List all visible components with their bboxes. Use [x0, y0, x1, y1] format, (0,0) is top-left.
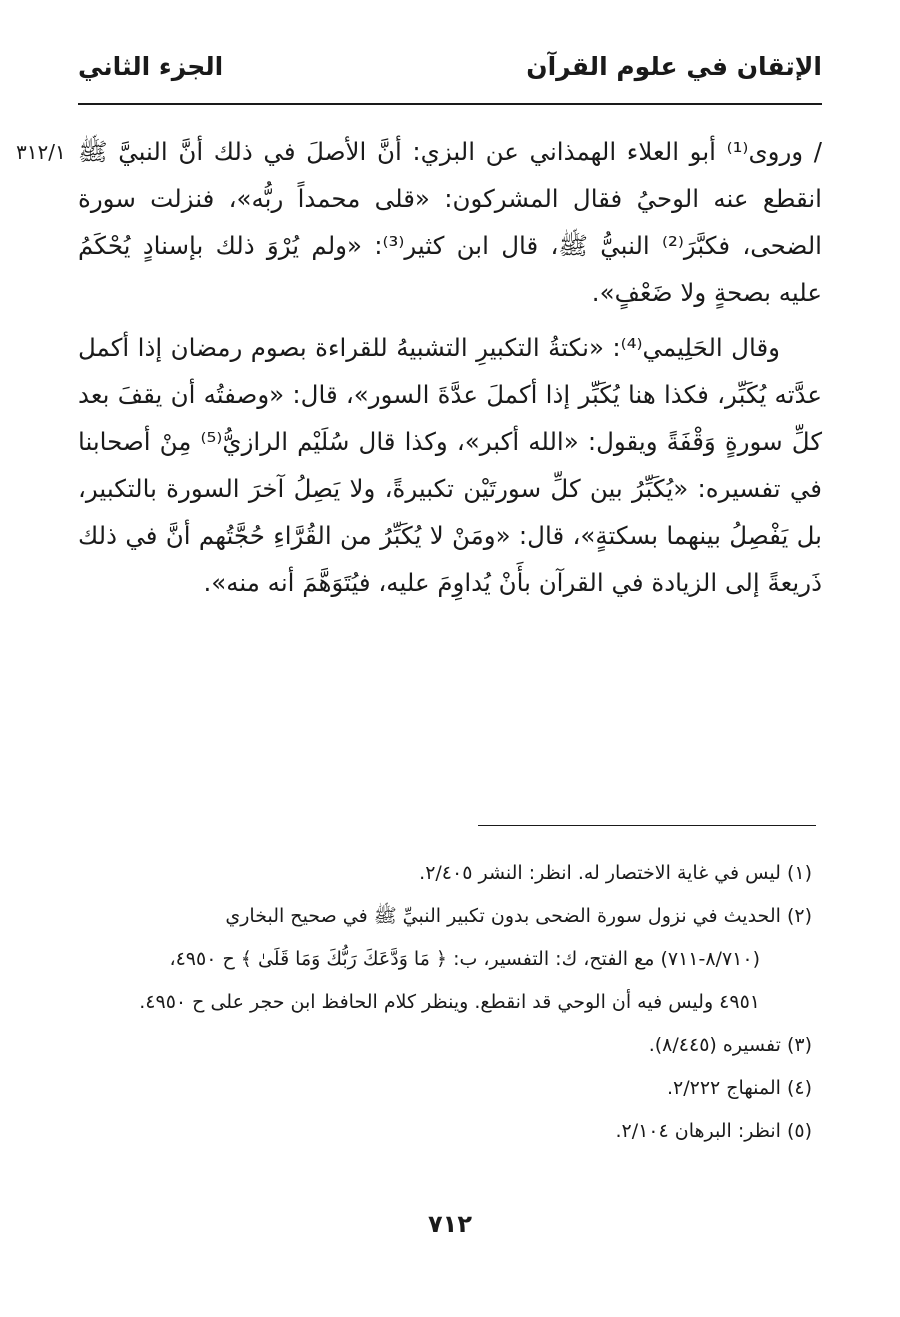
- paragraph-2: وقال الحَلِيمي⁽⁴⁾: «نكتةُ التكبيرِ التشبيهُ للقراءة بصوم رمضان إذا أكمل عدَّته يُكَبِّر، فكذا هنا يُكَبِّر إذا أكملَ عدَّةَ السور»، قال: «وصفتُه أن يقفَ بعد كلِّ سورةٍ وَقْفَةً ويقول: «الله أكبر»، وكذا قال سُلَيْم الرازيُّ⁽⁵⁾ مِنْ أصحابنا في تفسيره: «يُكَبِّرُ بين كلِّ سورتَيْن تكبيرةً، ولا يَصِلُ آخرَ السورة بالتكبير، بل يَفْصِلُ بينهما بسكتةٍ»، قال: «ومَنْ لا يُكَبِّرُ من القُرَّاءِ حُجَّتُهم أنَّ في ذلك ذَريعةً إلى الزيادة في القرآن بأَنْ يُداوِمَ عليه، فيُتَوَهَّمَ أنه منه».: [78, 333, 822, 597]
- footnote-2-continuation: ٤٩٥١ وليس فيه أن الوحي قد انقطع. وينظر كلام الحافظ ابن حجر على ح ٤٩٥٠.: [139, 991, 760, 1013]
- book-title: الإتقان في علوم القرآن: [526, 52, 822, 81]
- footnote-text: المنهاج ٢/٢٢٢.: [666, 1077, 781, 1099]
- footnote-text: انظر: البرهان ٢/١٠٤.: [615, 1120, 781, 1142]
- footnote-text: تفسيره (٨/٤٤٥).: [648, 1034, 781, 1056]
- footnote-number: (٤): [786, 1077, 812, 1099]
- footnote-1: [78, 852, 812, 895]
- footnote-text: ليس في غاية الاختصار له. انظر: النشر ٢/٤٠٥.: [419, 862, 781, 884]
- part-title: الجزء الثاني: [78, 52, 224, 81]
- footnote-number: (٢): [786, 905, 812, 927]
- footnote-2: [78, 895, 812, 938]
- header-rule: [78, 103, 822, 105]
- footnote-2-continuation: (٨/٧١٠-٧١١) مع الفتح، ك: التفسير، ب: ﴿ مَا وَدَّعَكَ رَبُّكَ وَمَا قَلَىٰ ﴾ ح ٤٩٥٠،: [169, 948, 760, 970]
- footnote-4: [78, 1067, 812, 1110]
- footnote-number: (١): [786, 862, 812, 884]
- main-text: [78, 128, 822, 614]
- footnote-number: (٥): [786, 1120, 812, 1142]
- footnote-5: [78, 1110, 812, 1153]
- footnote-3: [78, 1024, 812, 1067]
- margin-reference: ٣١٢/١: [16, 140, 66, 164]
- footnote-separator: [478, 825, 816, 826]
- paragraph-1: / وروى⁽¹⁾ أبو العلاء الهمذاني عن البزي: أنَّ الأصلَ في ذلك أنَّ النبيَّ ﷺ انقطع عنه الوحيُ فقال المشركون: «قلى محمداً ربُّه»، فنزلت سورة الضحى، فكبَّرَ⁽²⁾ النبيُّ ﷺ، قال ابن كثير⁽³⁾: «ولم يُرْوَ ذلك بإسنادٍ يُحْكَمُ عليه بصحةٍ ولا ضَعْفٍ».: [78, 137, 822, 307]
- footnotes: [78, 852, 812, 1153]
- page-header: [78, 52, 822, 98]
- page-number: ٧١٢: [428, 1210, 472, 1238]
- footnote-number: (٣): [786, 1034, 812, 1056]
- footnote-text: الحديث في نزول سورة الضحى بدون تكبير النبيِّ ﷺ في صحيح البخاري: [225, 905, 781, 927]
